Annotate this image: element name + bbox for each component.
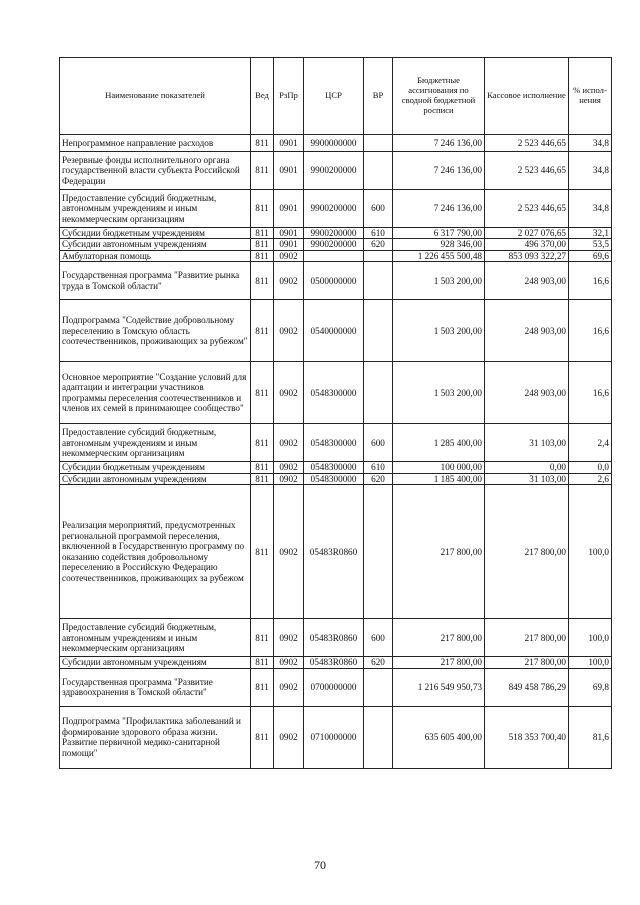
cell-ved: 811 — [251, 485, 274, 619]
cell-vr — [364, 262, 393, 300]
cell-execution-percent: 32,1 — [569, 228, 612, 239]
cell-csr: 0548300000 — [304, 362, 364, 424]
cell-execution-percent: 16,6 — [569, 362, 612, 424]
cell-execution-percent: 16,6 — [569, 262, 612, 300]
cell-ved: 811 — [251, 300, 274, 362]
cell-ved: 811 — [251, 190, 274, 228]
cell-vr: 620 — [364, 657, 393, 668]
cell-cash-execution: 248 903,00 — [485, 262, 569, 300]
cell-execution-percent: 81,6 — [569, 706, 612, 768]
table-row — [60, 239, 612, 250]
cell-name: Предоставление субсидий бюджетным, автономным учреждениям и иным некоммерческим организациям — [60, 424, 251, 462]
cell-name: Резервные фонды исполнительного органа государственной власти субъекта Российской Федерации — [60, 152, 251, 190]
cell-assignments: 7 246 136,00 — [393, 152, 485, 190]
cell-execution-percent: 34,8 — [569, 152, 612, 190]
cell-rzpr: 0901 — [274, 152, 304, 190]
cell-vr — [364, 250, 393, 261]
cell-cash-execution: 496 370,00 — [485, 239, 569, 250]
page-number: 70 — [314, 858, 326, 872]
cell-csr: 05483R0860 — [304, 619, 364, 657]
cell-assignments: 635 605 400,00 — [393, 706, 485, 768]
cell-csr: 9900200000 — [304, 190, 364, 228]
cell-vr: 610 — [364, 462, 393, 473]
table-row — [60, 262, 612, 300]
cell-rzpr: 0902 — [274, 473, 304, 484]
cell-ved: 811 — [251, 424, 274, 462]
cell-ved: 811 — [251, 239, 274, 250]
cell-execution-percent: 16,6 — [569, 300, 612, 362]
header-name: Наименование показателей — [60, 58, 251, 135]
table-row — [60, 228, 612, 239]
cell-ved: 811 — [251, 362, 274, 424]
cell-csr: 0548300000 — [304, 424, 364, 462]
cell-assignments: 217 800,00 — [393, 619, 485, 657]
cell-name: Реализация мероприятий, предусмотренных региональной программой переселения, включенной в Государственную программу по оказанию содействия добровольному переселению в Российскую Федерацию соотечественников, проживающих за рубежом — [60, 485, 251, 619]
cell-csr: 0710000000 — [304, 706, 364, 768]
table-row — [60, 300, 612, 362]
table-row — [60, 657, 612, 668]
cell-ved: 811 — [251, 250, 274, 261]
cell-cash-execution: 248 903,00 — [485, 362, 569, 424]
cell-rzpr: 0901 — [274, 228, 304, 239]
cell-name: Субсидии автономным учреждениям — [60, 657, 251, 668]
cell-execution-percent: 100,0 — [569, 485, 612, 619]
table-row — [60, 668, 612, 706]
cell-execution-percent: 100,0 — [569, 657, 612, 668]
table-row — [60, 485, 612, 619]
cell-vr: 600 — [364, 619, 393, 657]
cell-vr: 600 — [364, 190, 393, 228]
cell-rzpr: 0902 — [274, 300, 304, 362]
cell-ved: 811 — [251, 668, 274, 706]
cell-rzpr: 0902 — [274, 362, 304, 424]
table-row — [60, 152, 612, 190]
header-execution-percent: % испол-нения — [569, 58, 612, 135]
cell-ved: 811 — [251, 706, 274, 768]
cell-assignments: 1 285 400,00 — [393, 424, 485, 462]
cell-vr — [364, 706, 393, 768]
cell-rzpr: 0902 — [274, 485, 304, 619]
cell-ved: 811 — [251, 657, 274, 668]
cell-cash-execution: 853 093 322,27 — [485, 250, 569, 261]
cell-csr: 9900200000 — [304, 152, 364, 190]
cell-vr — [364, 152, 393, 190]
cell-vr: 620 — [364, 239, 393, 250]
cell-vr — [364, 135, 393, 152]
cell-execution-percent: 0,0 — [569, 462, 612, 473]
cell-cash-execution: 31 103,00 — [485, 473, 569, 484]
cell-rzpr: 0902 — [274, 668, 304, 706]
header-rzpr: РзПр — [274, 58, 304, 135]
cell-csr: 0548300000 — [304, 473, 364, 484]
cell-execution-percent: 69,6 — [569, 250, 612, 261]
cell-rzpr: 0902 — [274, 262, 304, 300]
table-row — [60, 135, 612, 152]
cell-ved: 811 — [251, 473, 274, 484]
header-assignments: Бюджетные ассигнования по сводной бюджетной росписи — [393, 58, 485, 135]
cell-cash-execution: 2 523 446,65 — [485, 152, 569, 190]
cell-csr: 0700000000 — [304, 668, 364, 706]
cell-name: Подпрограмма "Содействие добровольному переселению в Томскую область соотечественников, проживающих за рубежом" — [60, 300, 251, 362]
cell-cash-execution: 2 523 446,65 — [485, 135, 569, 152]
cell-csr: 0500000000 — [304, 262, 364, 300]
table-row — [60, 190, 612, 228]
cell-assignments: 1 503 200,00 — [393, 300, 485, 362]
cell-ved: 811 — [251, 462, 274, 473]
cell-rzpr: 0902 — [274, 250, 304, 261]
cell-execution-percent: 34,8 — [569, 135, 612, 152]
cell-assignments: 7 246 136,00 — [393, 190, 485, 228]
header-vr: ВР — [364, 58, 393, 135]
cell-execution-percent: 100,0 — [569, 619, 612, 657]
cell-cash-execution: 217 800,00 — [485, 619, 569, 657]
table-row — [60, 619, 612, 657]
cell-ved: 811 — [251, 228, 274, 239]
table-row — [60, 462, 612, 473]
cell-rzpr: 0902 — [274, 657, 304, 668]
cell-vr — [364, 362, 393, 424]
table-row — [60, 424, 612, 462]
cell-vr — [364, 300, 393, 362]
cell-ved: 811 — [251, 619, 274, 657]
cell-rzpr: 0902 — [274, 462, 304, 473]
cell-csr: 9900200000 — [304, 239, 364, 250]
cell-rzpr: 0901 — [274, 239, 304, 250]
cell-csr: 0548300000 — [304, 462, 364, 473]
header-cash-execution: Кассовое исполнение — [485, 58, 569, 135]
cell-name: Подпрограмма "Профилактика заболеваний и формирование здорового образа жизни. Развитие первичной медико-санитарной помощи" — [60, 706, 251, 768]
header-row — [60, 58, 612, 135]
cell-csr: 0540000000 — [304, 300, 364, 362]
cell-assignments: 6 317 790,00 — [393, 228, 485, 239]
table-row — [60, 362, 612, 424]
cell-execution-percent: 2,6 — [569, 473, 612, 484]
cell-csr — [304, 250, 364, 261]
cell-execution-percent: 53,5 — [569, 239, 612, 250]
cell-cash-execution: 248 903,00 — [485, 300, 569, 362]
cell-vr: 620 — [364, 473, 393, 484]
cell-cash-execution: 518 353 700,40 — [485, 706, 569, 768]
table-row — [60, 250, 612, 261]
cell-cash-execution: 849 458 786,29 — [485, 668, 569, 706]
cell-vr: 610 — [364, 228, 393, 239]
cell-csr: 9900000000 — [304, 135, 364, 152]
cell-rzpr: 0901 — [274, 190, 304, 228]
cell-name: Субсидии бюджетным учреждениям — [60, 228, 251, 239]
cell-rzpr: 0902 — [274, 424, 304, 462]
cell-vr — [364, 485, 393, 619]
cell-name: Субсидии автономным учреждениям — [60, 239, 251, 250]
cell-csr: 9900200000 — [304, 228, 364, 239]
cell-name: Предоставление субсидий бюджетным, автономным учреждениям и иным некоммерческим организациям — [60, 619, 251, 657]
header-ved: Вед — [251, 58, 274, 135]
cell-rzpr: 0902 — [274, 706, 304, 768]
header-csr: ЦСР — [304, 58, 364, 135]
cell-cash-execution: 217 800,00 — [485, 657, 569, 668]
cell-vr — [364, 668, 393, 706]
cell-name: Государственная программа "Развитие здравоохранения в Томской области" — [60, 668, 251, 706]
cell-assignments: 1 503 200,00 — [393, 262, 485, 300]
cell-cash-execution: 0,00 — [485, 462, 569, 473]
cell-ved: 811 — [251, 262, 274, 300]
cell-assignments: 100 000,00 — [393, 462, 485, 473]
cell-ved: 811 — [251, 135, 274, 152]
cell-assignments: 1 185 400,00 — [393, 473, 485, 484]
cell-name: Основное мероприятие "Создание условий для адаптации и интеграции участников программы переселения соотечественников и членов их семей в принимающее сообщество" — [60, 362, 251, 424]
cell-assignments: 1 216 549 950,73 — [393, 668, 485, 706]
cell-name: Непрограммное направление расходов — [60, 135, 251, 152]
cell-name: Предоставление субсидий бюджетным, автономным учреждениям и иным некоммерческим организациям — [60, 190, 251, 228]
cell-vr: 600 — [364, 424, 393, 462]
cell-name: Государственная программа "Развитие рынка труда в Томской области" — [60, 262, 251, 300]
cell-assignments: 928 346,00 — [393, 239, 485, 250]
table-row — [60, 706, 612, 768]
cell-cash-execution: 217 800,00 — [485, 485, 569, 619]
cell-ved: 811 — [251, 152, 274, 190]
cell-assignments: 217 800,00 — [393, 485, 485, 619]
cell-assignments: 7 246 136,00 — [393, 135, 485, 152]
table-body — [60, 135, 612, 769]
cell-assignments: 1 226 455 500,48 — [393, 250, 485, 261]
cell-execution-percent: 34,8 — [569, 190, 612, 228]
cell-cash-execution: 2 027 076,65 — [485, 228, 569, 239]
cell-cash-execution: 31 103,00 — [485, 424, 569, 462]
cell-name: Амбулаторная помощь — [60, 250, 251, 261]
cell-name: Субсидии автономным учреждениям — [60, 473, 251, 484]
cell-csr: 05483R0860 — [304, 657, 364, 668]
cell-execution-percent: 69,8 — [569, 668, 612, 706]
cell-csr: 05483R0860 — [304, 485, 364, 619]
cell-rzpr: 0901 — [274, 135, 304, 152]
cell-execution-percent: 2,4 — [569, 424, 612, 462]
cell-assignments: 1 503 200,00 — [393, 362, 485, 424]
cell-rzpr: 0902 — [274, 619, 304, 657]
budget-execution-table — [59, 57, 612, 769]
cell-cash-execution: 2 523 446,65 — [485, 190, 569, 228]
table-row — [60, 473, 612, 484]
cell-assignments: 217 800,00 — [393, 657, 485, 668]
cell-name: Субсидии бюджетным учреждениям — [60, 462, 251, 473]
